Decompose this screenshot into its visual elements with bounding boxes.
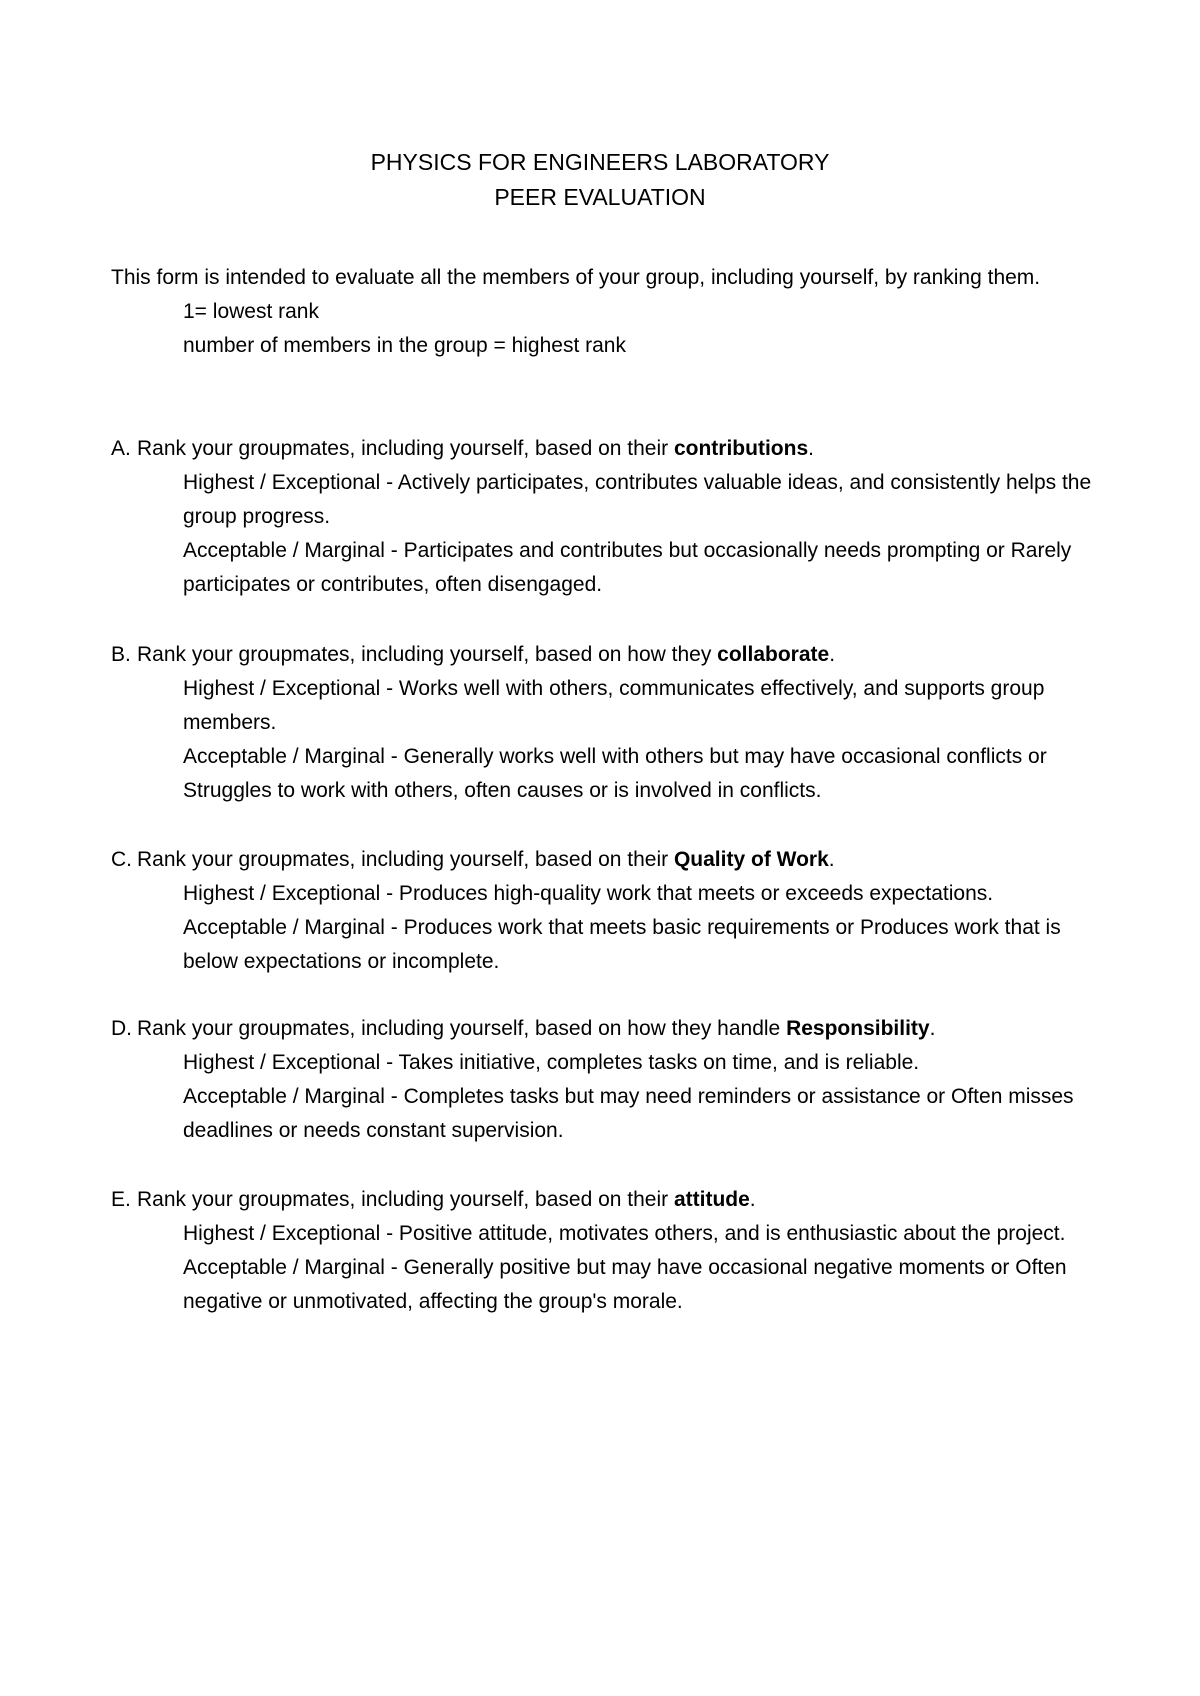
question-keyword: attitude bbox=[673, 1188, 750, 1211]
question-keyword: collaborate bbox=[717, 643, 830, 666]
acceptable-criteria: Acceptable / Marginal - Participates and contributes but occasionally needs prompting or Rarely participates or contributes, often disengaged. bbox=[183, 539, 1072, 596]
section-question bbox=[111, 432, 1106, 466]
question-suffix: . bbox=[829, 643, 836, 666]
intro-block bbox=[111, 261, 1101, 363]
highest-rank-note: number of members in the group = highest rank bbox=[183, 334, 626, 357]
lowest-rank-note: 1= lowest rank bbox=[183, 300, 319, 323]
section-d bbox=[111, 1012, 1106, 1148]
question-prefix: Rank your groupmates, including yourself, based on their bbox=[137, 848, 674, 871]
question-keyword: Quality of Work bbox=[673, 848, 829, 871]
section-letter: B. bbox=[111, 643, 131, 666]
question-suffix: . bbox=[828, 848, 835, 871]
acceptable-criteria: Acceptable / Marginal - Generally positive but may have occasional negative moments or Often negative or unmotivated, affecting the group's morale. bbox=[183, 1256, 1067, 1313]
question-suffix: . bbox=[749, 1188, 756, 1211]
highest-criteria: Highest / Exceptional - Produces high-quality work that meets or exceeds expectations. bbox=[183, 882, 994, 905]
highest-criteria: Highest / Exceptional - Takes initiative, completes tasks on time, and is reliable. bbox=[183, 1051, 920, 1074]
question-prefix: Rank your groupmates, including yourself, based on their bbox=[137, 1188, 674, 1211]
question-suffix: . bbox=[808, 437, 814, 460]
question-prefix: Rank your groupmates, including yourself, based on their bbox=[137, 437, 674, 460]
section-a bbox=[111, 432, 1106, 602]
section-letter: E. bbox=[111, 1188, 131, 1211]
question-prefix: Rank your groupmates, including yourself, based on how they handle bbox=[137, 1017, 787, 1040]
section-letter: C. bbox=[111, 848, 132, 871]
highest-criteria: Highest / Exceptional - Positive attitude, motivates others, and is enthusiastic about the project. bbox=[183, 1222, 1066, 1245]
section-question bbox=[111, 638, 1106, 672]
section-letter: A. bbox=[111, 437, 131, 460]
title-line-2: PEER EVALUATION bbox=[494, 184, 706, 210]
acceptable-criteria: Acceptable / Marginal - Generally works well with others but may have occasional conflicts or Struggles to work with others, often causes or is involved in conflicts. bbox=[183, 745, 1047, 802]
intro-text: This form is intended to evaluate all the members of your group, including yourself, by ranking them. bbox=[111, 266, 1041, 289]
highest-criteria: Highest / Exceptional - Actively participates, contributes valuable ideas, and consistently helps the group progress. bbox=[183, 471, 1092, 528]
section-letter: D. bbox=[111, 1017, 132, 1040]
document-title bbox=[0, 145, 1200, 215]
section-e bbox=[111, 1183, 1106, 1319]
section-question bbox=[111, 1012, 1106, 1046]
question-prefix: Rank your groupmates, including yourself, based on how they bbox=[137, 643, 718, 666]
acceptable-criteria: Acceptable / Marginal - Produces work that meets basic requirements or Produces work that is below expectations or incomplete. bbox=[183, 916, 1061, 973]
acceptable-criteria: Acceptable / Marginal - Completes tasks but may need reminders or assistance or Often misses deadlines or needs constant supervision. bbox=[183, 1085, 1074, 1142]
question-keyword: Responsibility bbox=[786, 1017, 930, 1040]
section-c bbox=[111, 843, 1106, 979]
question-suffix: . bbox=[929, 1017, 936, 1040]
highest-criteria: Highest / Exceptional - Works well with others, communicates effectively, and supports group members. bbox=[183, 677, 1045, 734]
title-line-1: PHYSICS FOR ENGINEERS LABORATORY bbox=[370, 149, 830, 175]
section-question bbox=[111, 843, 1106, 877]
question-keyword: contributions bbox=[673, 437, 809, 460]
section-question bbox=[111, 1183, 1106, 1217]
section-b bbox=[111, 638, 1106, 808]
